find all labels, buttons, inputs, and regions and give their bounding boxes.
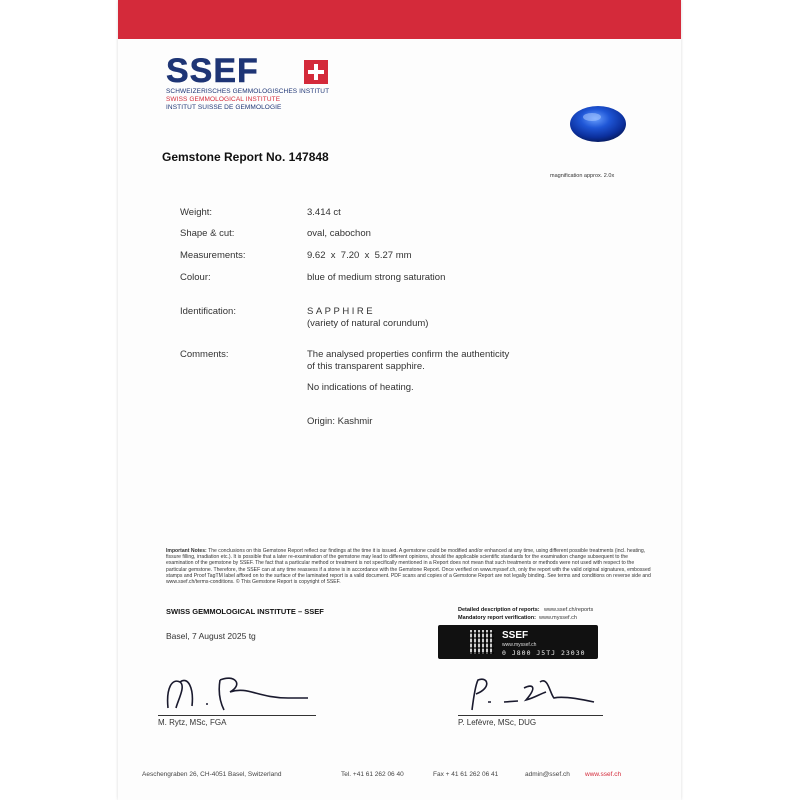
notes-heading: Important Notes: <box>166 548 207 554</box>
mandatory-label: Mandatory report verification: <box>458 615 536 621</box>
header-band <box>118 0 681 39</box>
footer-fax: Fax + 41 61 262 06 41 <box>433 771 499 778</box>
comments-label: Comments: <box>180 349 229 360</box>
institute-name-fr: INSTITUT SUISSE DE GEMMOLOGIE <box>166 104 282 111</box>
footer-tel: Tel. +41 61 262 06 40 <box>341 771 404 778</box>
shape-label: Shape & cut: <box>180 228 235 239</box>
heating-statement: No indications of heating. <box>307 382 414 393</box>
details-url[interactable]: www.ssef.ch/reports <box>544 607 594 613</box>
signer-2: P. Lefèvre, MSc, DUG <box>458 718 537 727</box>
tag-brand: SSEF <box>502 630 529 641</box>
footer-email[interactable]: admin@ssef.ch <box>525 771 570 778</box>
gemstone-image <box>558 100 638 150</box>
institute-name-en: SWISS GEMMOLOGICAL INSTITUTE <box>166 96 281 103</box>
measurements-value: 9.62 x 7.20 x 5.27 mm <box>307 250 412 261</box>
ssef-logo: SSEF <box>166 52 259 90</box>
tag-url: www.myssef.ch <box>502 642 537 648</box>
footer-address: Aeschengraben 26, CH-4051 Basel, Switzerland <box>142 771 282 778</box>
report-title: Gemstone Report No. 147848 <box>162 150 329 164</box>
comments-line-2: of this transparent sapphire. <box>307 361 425 372</box>
signature-line-2 <box>458 715 603 716</box>
signature-lefevre <box>458 672 608 717</box>
identification-label: Identification: <box>180 306 236 317</box>
place-date: Basel, 7 August 2025 tg <box>166 631 256 641</box>
signature-line-1 <box>158 715 316 716</box>
identification-value: SAPPHIRE <box>307 306 376 317</box>
colour-label: Colour: <box>180 272 211 283</box>
weight-label: Weight: <box>180 207 213 218</box>
shape-value: oval, cabochon <box>307 228 371 239</box>
details-label: Detailed description of reports: <box>458 607 540 613</box>
notes-text: The conclusions on this Gemstone Report reflect our findings at the time it is issued. A gemstone could be modified and/or enhanced at any time, using different possible treatments (incl. heating, fissure filling, irradiation etc.). It is possible that a later re-examination of the gemstone may lead to different opinions, should the applicable scientific standards for the examination change subsequent to the examination of the gemstone by SSEF. The fact that a particular method or treatment is not specifically mentioned in a Report does not mean that such treatments or methods were not used with respect to the particular gemstone. Therefore, the SSEF can at any time reassess if a stone is in accordance with the Gemstone Report. Once verified on www.myssef.ch, only the report with the valid original signatures, embossed stamps and Proof TagTM label affixed on to the surface of the laminated report is a valid document. PDF scans and copies of a Gemstone Report are not legally binding. See terms and conditions on reverse side and www.ssef.ch/terms-conditions. © This Gemstone Report is copyright of SSEF. <box>166 548 651 586</box>
proof-tag-label <box>438 625 598 659</box>
weight-value: 3.414 ct <box>307 207 341 218</box>
report-page <box>118 0 681 800</box>
signature-rytz <box>158 668 318 718</box>
colour-value: blue of medium strong saturation <box>307 272 446 283</box>
magnification-note: magnification approx. 2.0x <box>550 173 615 179</box>
swiss-cross-icon <box>304 60 328 84</box>
identification-subvalue: (variety of natural corundum) <box>307 318 429 329</box>
institute-name-de: SCHWEIZERISCHES GEMMOLOGISCHES INSTITUT <box>166 88 330 95</box>
measurements-label: Measurements: <box>180 250 246 261</box>
footer-web[interactable]: www.ssef.ch <box>585 771 622 778</box>
comments-line-1: The analysed properties confirm the authenticity <box>307 349 510 360</box>
qr-code-icon <box>470 630 494 654</box>
mandatory-url[interactable]: www.myssef.ch <box>539 615 577 621</box>
issuer-name: SWISS GEMMOLOGICAL INSTITUTE – SSEF <box>166 607 324 616</box>
tag-code: 0 J800 J5TJ 23030 <box>502 649 586 657</box>
signer-1: M. Rytz, MSc, FGA <box>158 718 227 727</box>
origin-statement: Origin: Kashmir <box>307 416 373 427</box>
important-notes <box>166 548 654 585</box>
